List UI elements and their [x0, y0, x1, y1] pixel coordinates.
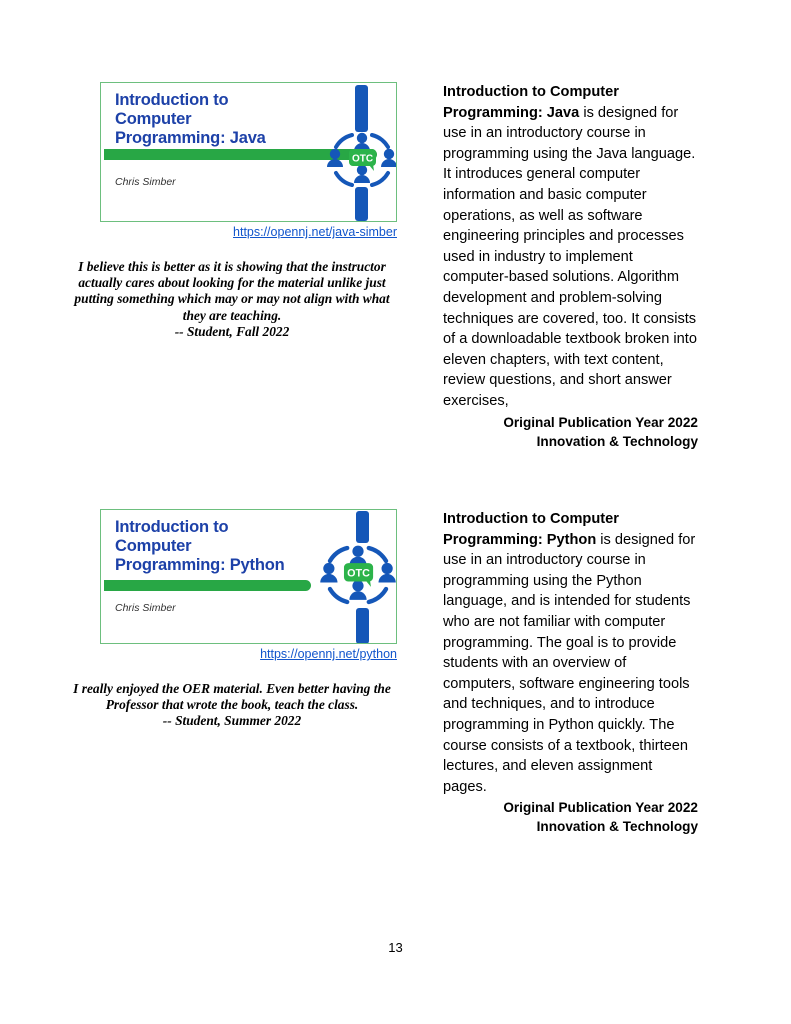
- otc-network-logo-java: [324, 129, 397, 191]
- otc-logo-text-python: OTC: [347, 567, 370, 580]
- book-meta-java-category: Innovation & Technology: [536, 433, 698, 449]
- book-cover-python-wrap: [100, 509, 397, 661]
- student-quote-python: [58, 681, 406, 730]
- book-entry-python-left-column: [58, 509, 406, 836]
- book-entry-python: [0, 509, 791, 836]
- book-cover-python-title-line1: Introduction to: [115, 518, 229, 536]
- book-description-python-body: is designed for use in an introductory course in programming using the Python language, and is intended for students who are not familiar with computer programming. The goal is to provide students with an overview of computers, software engineering tools and techniques, and to introduce programming in Python quickly. The course consists of a textbook, thirteen lectures, and eleven assignment pages.: [443, 531, 696, 795]
- book-cover-java: [100, 82, 397, 222]
- book-entry-python-right-column: [443, 509, 698, 836]
- book-description-java-body: is designed for use in an introductory course in programming using the Java language. It introduces general computer information and basic computer operations, as well as software engineering principles and processes used in industry to implement computer-based solutions. Algorithm development and problem-solving techniques are covered, too. It consists of a downloadable textbook broken into eleven chapters, with text content, review questions, and short answer exercises,: [443, 104, 697, 409]
- book-url-python[interactable]: https://opennj.net/python: [260, 647, 397, 661]
- student-quote-java: [58, 259, 406, 340]
- book-cover-java-title-line1: Introduction to: [115, 91, 229, 109]
- otc-logo-text-java: OTC: [351, 153, 374, 165]
- book-cover-java-title: [115, 91, 340, 148]
- book-cover-java-author: Chris Simber: [115, 176, 176, 188]
- book-meta-python-year: Original Publication Year 2022: [503, 800, 698, 816]
- book-cover-python-author: Chris Simber: [115, 602, 176, 614]
- book-cover-java-title-line2: Computer: [115, 110, 192, 128]
- book-meta-python-category: Innovation & Technology: [536, 819, 698, 835]
- book-description-python-lead: Introduction to Computer Programming: Python: [443, 511, 619, 548]
- book-meta-java: [443, 413, 698, 451]
- book-entry-java: [0, 82, 791, 451]
- page-number: 13: [388, 940, 403, 955]
- book-cover-python-rule-bottom: [356, 608, 369, 644]
- book-entry-java-right-column: [443, 82, 698, 451]
- book-entry-java-left-column: [58, 82, 406, 451]
- student-quote-python-attribution: -- Student, Summer 2022: [162, 713, 302, 729]
- book-description-java: [443, 82, 698, 412]
- student-quote-java-text: I believe this is better as it is showing that the instructor actually cares about looking for the material unlike just putting something which may or may not align with what they are teaching.: [74, 259, 390, 323]
- student-quote-python-text: I really enjoyed the OER material. Even better having the Professor that wrote the book, teach the class.: [73, 681, 391, 713]
- student-quote-java-attribution: -- Student, Fall 2022: [174, 323, 290, 339]
- book-cover-java-rule-bottom: [355, 187, 368, 221]
- book-cover-python: [100, 509, 397, 644]
- book-cover-python-title-line3: Programming: Python: [115, 556, 285, 574]
- book-meta-java-year: Original Publication Year 2022: [503, 414, 698, 430]
- book-description-java-lead: Introduction to Computer Programming: Java: [443, 84, 619, 121]
- book-description-python: [443, 509, 698, 797]
- book-cover-python-green-bar: [104, 580, 311, 591]
- book-cover-java-rule-top: [355, 85, 368, 132]
- book-cover-java-wrap: [100, 82, 397, 239]
- book-cover-python-title-line2: Computer: [115, 537, 192, 555]
- otc-network-logo-python: [317, 538, 397, 612]
- book-meta-python: [443, 798, 698, 836]
- book-url-java[interactable]: https://opennj.net/java-simber: [233, 225, 397, 239]
- book-cover-java-title-line3: Programming: Java: [115, 129, 266, 147]
